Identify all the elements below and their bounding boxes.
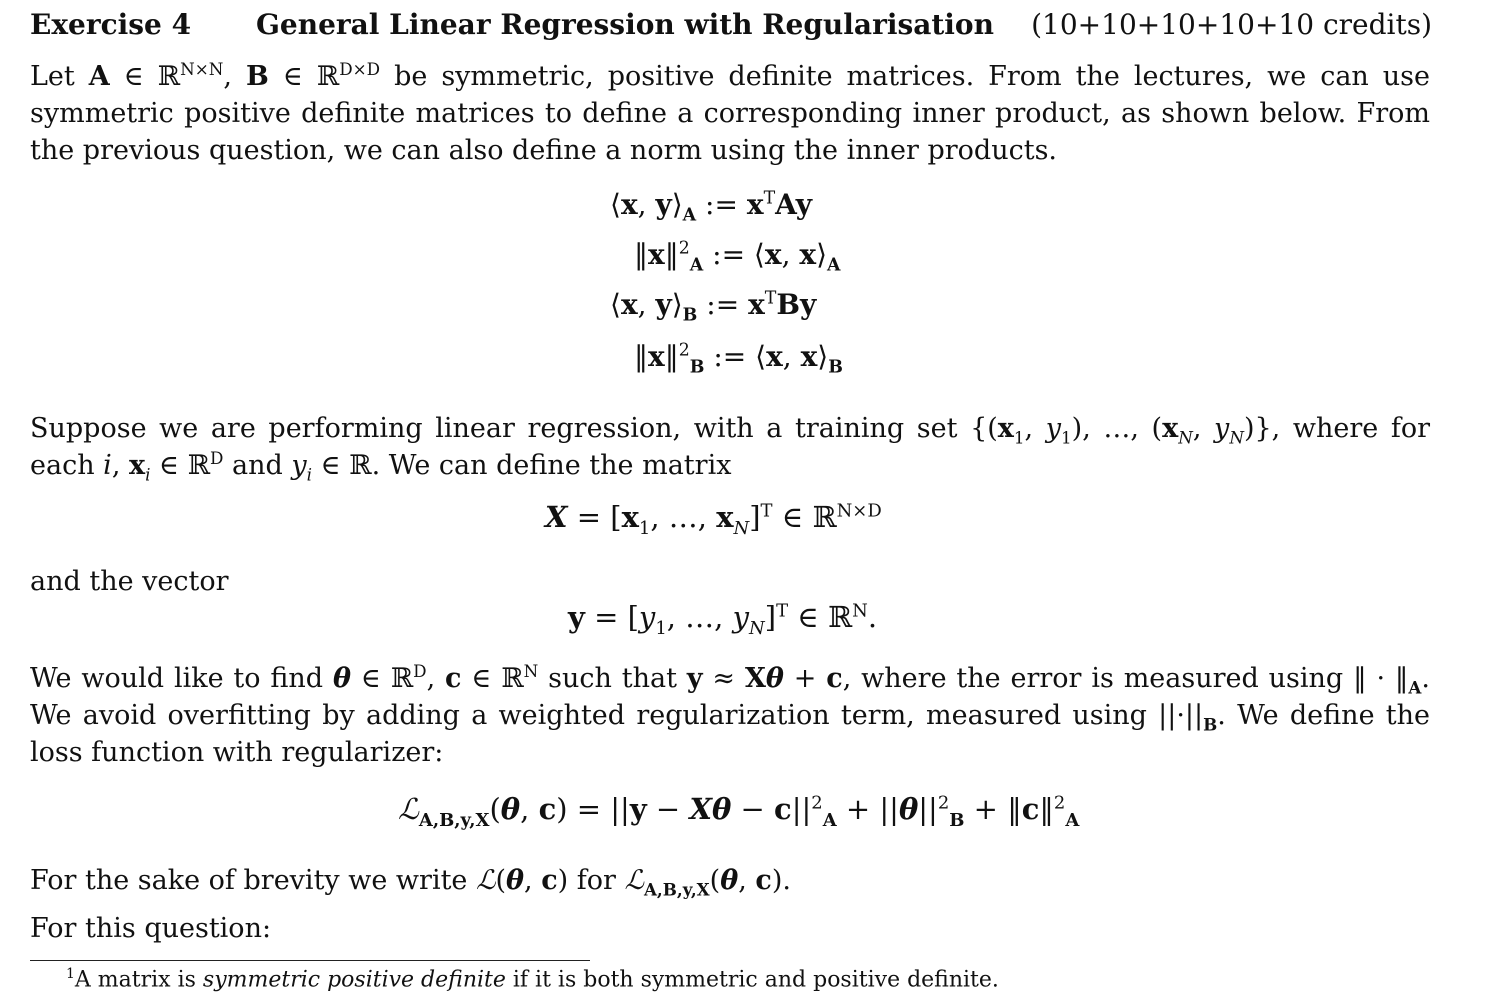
- for-this-question: For this question:: [30, 913, 272, 944]
- footnote: [66, 966, 999, 992]
- norm-b: ‖x‖$^2_B$ := ⟨x, $x⟩_B$: [634, 340, 843, 378]
- brevity-note: For the sake of brevity we write ℒ(θ, c) for ℒ$_{A,B,y,X}$(θ, c).: [30, 865, 791, 900]
- loss-equation: ℒ$_{A,B,y,X}$(θ, $c) = ||y - X\theta - c||^2_A + ||\theta||^2_B$ + ‖c‖$^2_A$: [398, 792, 1080, 831]
- exercise-title: General Linear Regression with Regularisation: [256, 8, 994, 41]
- inner-product-b: ⟨x, $y⟩_B$ := $x^TBy$: [610, 288, 817, 326]
- inner-product-a: ⟨x, $y⟩_A$ := $x^TAy$: [610, 188, 813, 226]
- exercise-header: [30, 8, 1432, 48]
- and-vector-label: and the vector: [30, 566, 229, 597]
- intro-text: Let A ∈ ℝ$^{N\times N}$, B ∈ ℝ$^{D\times D}$ be symmetric, positive definite matrices. From the lectures, we can use symmetric positive definite matrices to define a corresponding inner product, as shown below. From the previous question, we can also define a norm using the inner products.: [30, 59, 1431, 166]
- footnote-rule: [30, 960, 590, 961]
- objective-paragraph: We would like to find θ ∈ ℝ$^D$, c ∈ ℝ$^N$ such that y ≈ Xθ + c, where the error is measured using ‖ · $‖_A$. We avoid overfitting by adding a weighted regularization term, measured using $||\cdot||_B$. We define the loss function with regularizer:: [30, 661, 1431, 768]
- training-paragraph: Suppose we are performing linear regression, with a training set {($x_1$, $y_1$), …, ($x_N$, $y_N$)}, where for each i, $x_i$ ∈ ℝ$^D$ and $y_i$ ∈ ℝ. We can define the matrix: [30, 413, 1430, 485]
- footnote-text: A matrix is symmetric positive definite if it is both symmetric and positive definite.: [74, 967, 999, 993]
- norm-a: ‖x‖$^2_A$ := ⟨x, $x⟩_A$: [634, 238, 841, 276]
- exercise-number: Exercise 4: [30, 8, 192, 41]
- vector-y-equation: $y = [y_1$, …, $y_N]^T$ ∈ ℝ$^N$.: [568, 600, 878, 639]
- footnote-marker: 1: [66, 966, 75, 982]
- matrix-x-equation: $X = [x_1$, …, $x_N]^T$ ∈ ℝ$^{N\times D}$: [545, 500, 882, 539]
- exercise-credits: (10+10+10+10+10 credits): [1031, 8, 1432, 41]
- intro-paragraph: [30, 58, 1430, 169]
